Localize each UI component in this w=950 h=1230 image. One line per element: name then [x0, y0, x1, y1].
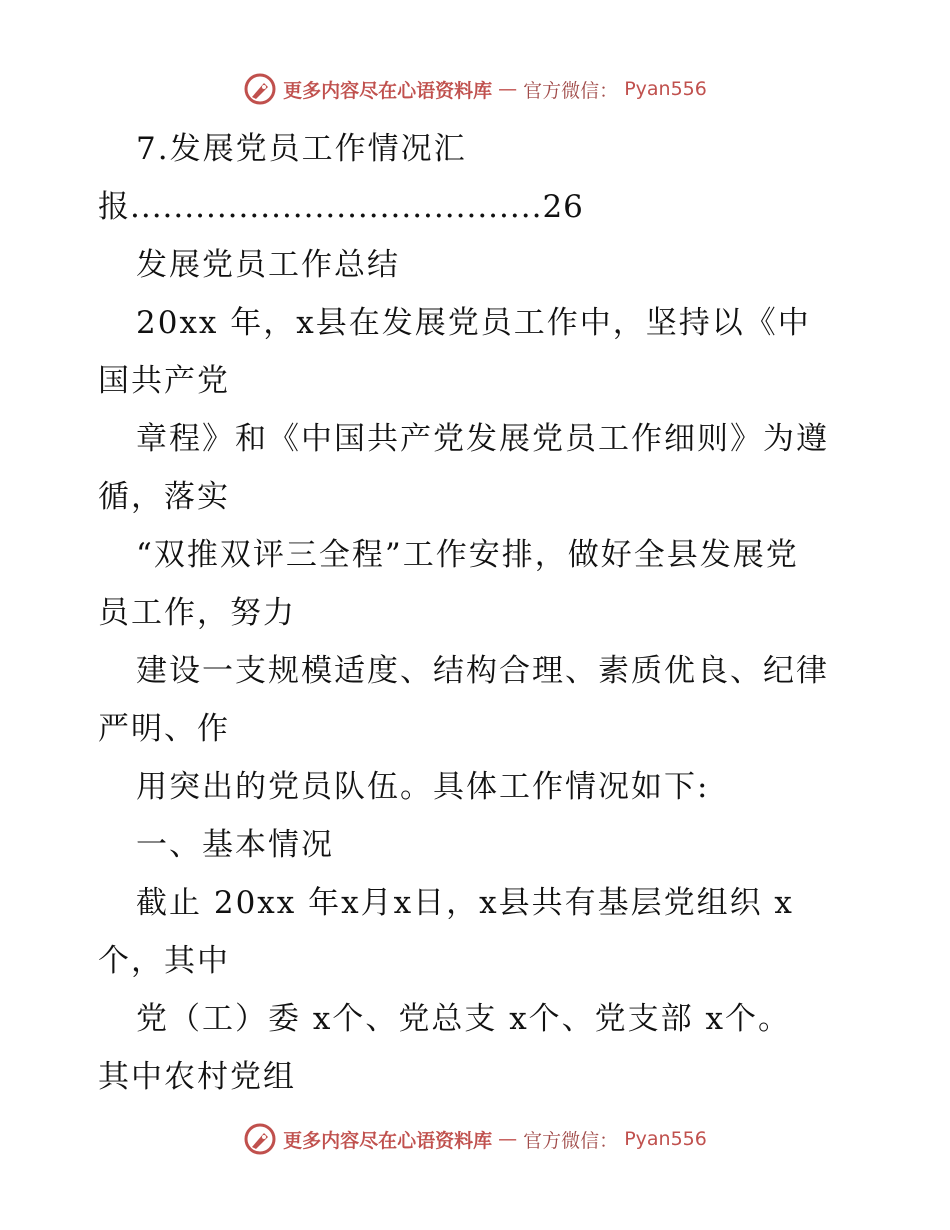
text-line: 章程》和《中国共产党发展党员工作细则》为遵 — [136, 421, 829, 457]
watermark-footer — [0, 1122, 950, 1156]
text-line: 员工作，努力 — [98, 595, 296, 631]
watermark-wechat-label: 官方微信： — [523, 1129, 619, 1152]
pen-nib-logo-icon — [243, 72, 277, 106]
text-line: 截止 20xx 年x月x日，x县共有基层党组织 x — [136, 885, 794, 921]
toc-entry: 报......................................26 — [98, 189, 584, 225]
watermark-wechat-id: Pyan556 — [624, 78, 707, 100]
watermark-title: 更多内容尽在心语资料库 — [283, 1129, 493, 1152]
text-line: 用突出的党员队伍。具体工作情况如下: — [136, 769, 710, 805]
text-line: 循，落实 — [98, 479, 230, 515]
text-line: 建设一支规模适度、结构合理、素质优良、纪律 — [136, 653, 829, 689]
text-line: 7.发展党员工作情况汇 — [136, 131, 467, 167]
text-line: 国共产党 — [98, 363, 230, 399]
section-title: 发展党员工作总结 — [136, 247, 400, 283]
watermark-separator: — — [498, 78, 518, 100]
watermark-title: 更多内容尽在心语资料库 — [283, 79, 493, 102]
text-line: 党（工）委 x个、党总支 x个、党支部 x个。 — [136, 1001, 792, 1037]
text-line: 其中农村党组 — [98, 1059, 296, 1095]
text-line: 20xx 年，x县在发展党员工作中，坚持以《中 — [136, 305, 811, 341]
text-line: “双推双评三全程”工作安排，做好全县发展党 — [136, 537, 799, 573]
section-heading: 一、基本情况 — [136, 827, 334, 863]
watermark-separator: — — [498, 1128, 518, 1150]
text-line: 严明、作 — [98, 711, 230, 747]
text-line: 个，其中 — [98, 943, 230, 979]
watermark-wechat-id: Pyan556 — [624, 1128, 707, 1150]
pen-nib-logo-icon — [243, 1122, 277, 1156]
watermark-header — [0, 72, 950, 106]
document-body — [98, 120, 888, 1106]
watermark-wechat-label: 官方微信： — [523, 79, 619, 102]
